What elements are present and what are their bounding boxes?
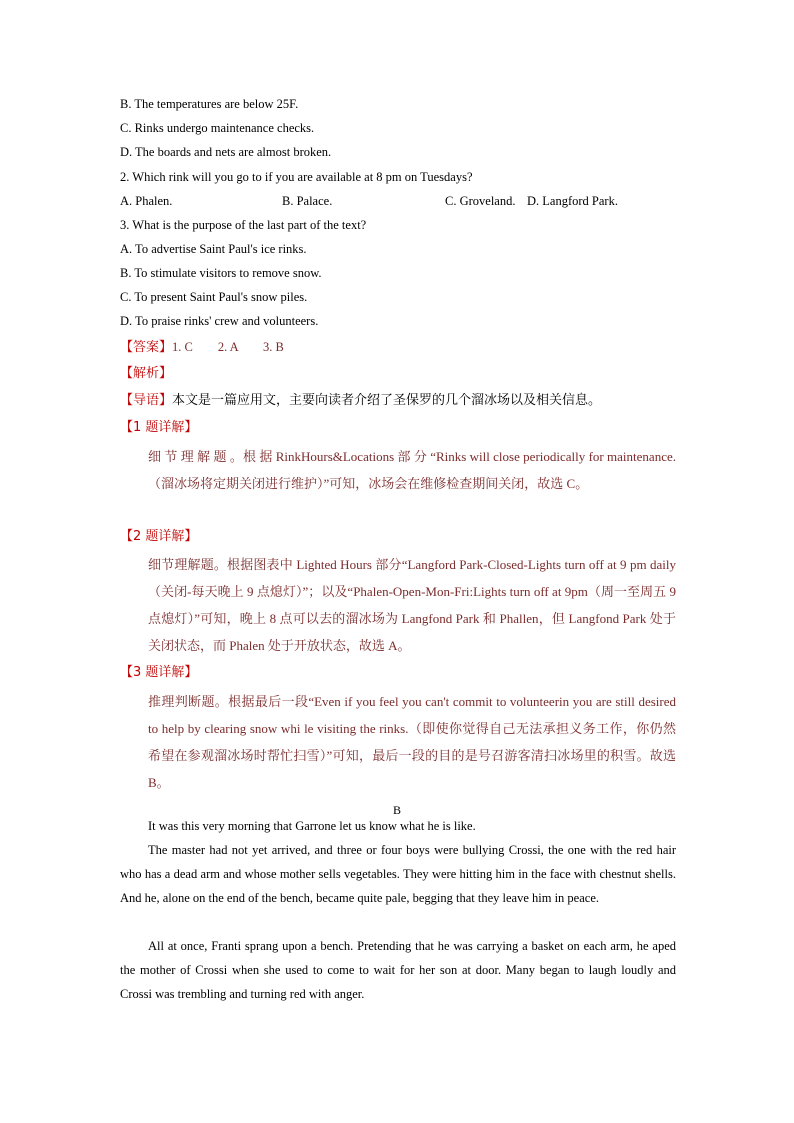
passage-b-paragraph-2: The master had not yet arrived, and three or four boys were bullying Crossi, the one with the red hair who has a dead arm and whose mother sells vegetables. They were hitting him in the face with chestnut shells. And he, alone on the end of the bench, became quite pale, begging that they leave him in peace. (120, 843, 676, 905)
q3-option-d: D. To praise rinks' crew and volunteers. (120, 314, 319, 328)
q3-option-c: C. To present Saint Paul's snow piles. (120, 290, 308, 304)
detail2-text: 细节理解题。根据图表中 Lighted Hours 部分“Langford Park-Closed-Lights turn off at 9 pm daily（关闭-每天晚上 9 点熄灯）”；以及“Phalen-Open-Mon-Fri:Lights turn off at 9pm（周一至周五 9 点熄灯）”可知，晚上 8 点可以去的溜冰场为 Langfond Park 和 Phallen，但 Langfond Park 处于关闭状态，而 Phalen 处于开放状态，故选 A。 (148, 557, 676, 653)
detail1-text: 细 节 理 解 题 。根 据 RinkHours&Locations 部 分 “Rinks will close periodically for maintenance.（溜冰场将定期关闭进行维护）”可知，冰场会在维修检查期间关闭，故选 C。 (148, 449, 676, 491)
q2-option-b: B. Palace. (282, 194, 333, 208)
q1-option-b: B. The temperatures are below 25F. (120, 97, 299, 111)
detail3-text: 推理判断题。根据最后一段“Even if you feel you can't commit to volunteerin you are still desired to help by clearing snow whi le visiting the rinks.（即使你觉得自己无法承担义务工作，你仍然希望在参观溜冰场时帮忙扫雪）”可知，最后一段的目的是号召游客清扫冰场里的积雪。故选 B。 (148, 694, 676, 790)
q1-option-d: D. The boards and nets are almost broken. (120, 145, 332, 159)
q2-option-a: A. Phalen. (120, 194, 173, 208)
q2-option-d: D. Langford Park. (527, 194, 618, 208)
passage-b-paragraph-1: It was this very morning that Garrone let us know what he is like. (148, 819, 476, 833)
answer-line (120, 338, 284, 357)
guide-line (120, 392, 601, 410)
q3-option-a: A. To advertise Saint Paul's ice rinks. (120, 242, 307, 256)
q1-option-c: C. Rinks undergo maintenance checks. (120, 121, 315, 135)
detail2-label: 【2 题详解】 (120, 529, 198, 544)
q3-option-b: B. To stimulate visitors to remove snow. (120, 266, 322, 280)
passage-b-heading: B (392, 803, 401, 817)
q2-stem: 2. Which rink will you go to if you are available at 8 pm on Tuesdays? (120, 170, 473, 184)
guide-label: 【导语】 (120, 393, 173, 408)
guide-text: 本文是一篇应用文，主要向读者介绍了圣保罗的几个溜冰场以及相关信息。 (172, 393, 602, 408)
q2-option-c: C. Groveland. (445, 194, 516, 208)
analysis-label: 【解析】 (120, 366, 173, 381)
detail3-label: 【3 题详解】 (120, 665, 198, 680)
passage-b-paragraph-3: All at once, Franti sprang upon a bench. Pretending that he was carrying a basket on each arm, he aped the mother of Crossi when she used to come to wait for her son at door. Many began to laugh loudly and Crossi was trembling and turning red with anger. (120, 939, 676, 1001)
answer-label: 【答案】 (120, 340, 173, 355)
q3-stem: 3. What is the purpose of the last part of the text? (120, 218, 367, 232)
detail1-label: 【1 题详解】 (120, 420, 198, 435)
answer-values: 1. C 2. A 3. B (172, 340, 284, 354)
